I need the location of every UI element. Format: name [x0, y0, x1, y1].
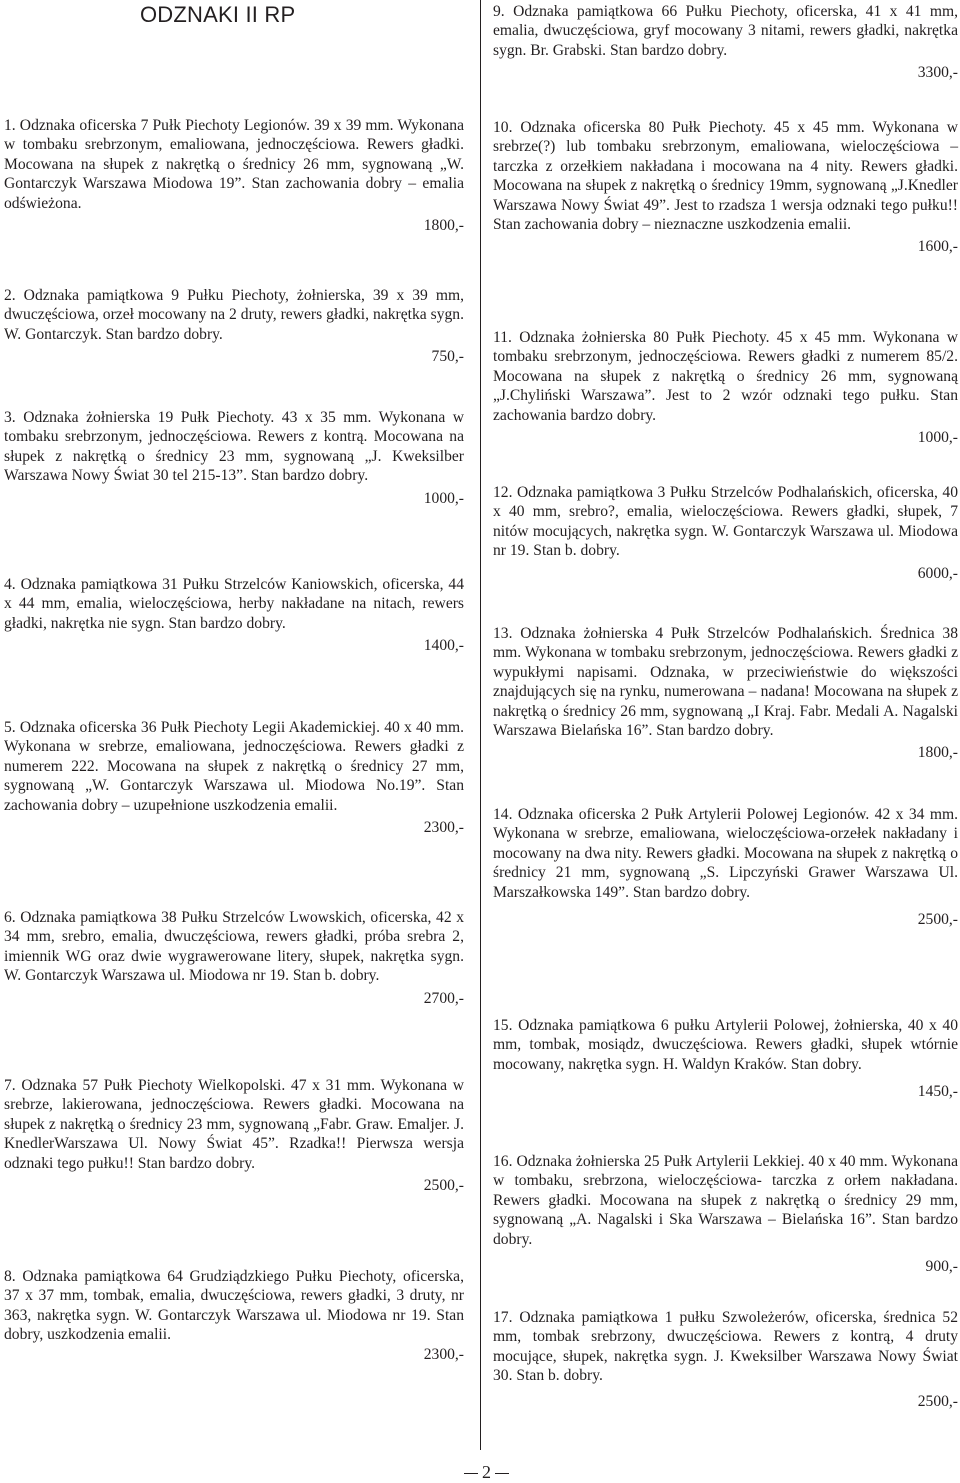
page-title: ODZNAKI II RP: [140, 2, 296, 27]
item-price: 900,-: [925, 1258, 958, 1276]
item-price: 1450,-: [917, 1083, 958, 1101]
item-price: 2500,-: [423, 1177, 464, 1195]
item-description: 2. Odznaka pamiątkowa 9 Pułku Piechoty, żołnierska, 39 x 39 mm, dwuczęściowa, orzeł mocowany na 2 druty, rewers gładki, nakrętka sygn. W. Gontarczyk. Stan bardzo dobry.: [4, 287, 464, 343]
item-description: 5. Odznaka oficerska 36 Pułk Piechoty Legii Akademickiej. 40 x 40 mm. Wykonana w srebrze, emaliowana, jednoczęściowa. Rewers gładki z numerem 222. Mocowana na słupek z nakrętką o średnicy 27 mm, sygnowaną „W. Gontarczyk Warszawa ul. Miodowa No.19”. Stan zachowania dobry – uzupełnione uszkodzenia emalii.: [4, 719, 464, 814]
item-description: 12. Odznaka pamiątkowa 3 Pułku Strzelców Podhalańskich, oficerska, 40 x 40 mm, srebro?, emalia, wieloczęściowa. Rewers gładki, słupek, 7 nitów mocujących, nakrętka sygn. W. Gontarczyk Warszawa ul. Miodowa nr 19. Stan b. dobry.: [493, 484, 958, 560]
catalog-item-16: [493, 1152, 958, 1276]
column-divider: [480, 0, 481, 1450]
catalog-item-11: [493, 328, 958, 447]
item-price: 2500,-: [917, 911, 958, 929]
item-description: 3. Odznaka żołnierska 19 Pułk Piechoty. 43 x 35 mm. Wykonana w tombaku srebrzonym, jednoczęściowa. Rewers z kontrą. Mocowana na słupek z nakrętką o średnicy 23 mm, sygnowaną „J. Kweksilber Warszawa Nowy Świat 30 tel 215-13”. Stan bardzo dobry.: [4, 409, 464, 485]
item-price: 750,-: [431, 348, 464, 366]
item-description: 4. Odznaka pamiątkowa 31 Pułku Strzelców Kaniowskich, oficerska, 44 x 44 mm, emalia, wieloczęściowa, herby nakładane na nitach, rewers gładki, nakrętka nie sygn. Stan bardzo dobry.: [4, 576, 464, 632]
item-description: 8. Odznaka pamiątkowa 64 Grudziądzkiego Pułku Piechoty, oficerska, 37 x 37 mm, tombak, emalia, dwuczęściowa, rewers gładki, 3 druty, nr 363, nakrętka sygn. W. Gontarczyk Warszawa ul. Miodowa nr 19. Stan dobry, uszkodzenia emalii.: [4, 1268, 464, 1344]
catalog-item-14: [493, 805, 958, 929]
catalog-item-9: [493, 2, 958, 83]
catalog-item-7: [4, 1076, 464, 1195]
catalog-item-5: [4, 718, 464, 837]
catalog-item-4: [4, 575, 464, 656]
item-description: 10. Odznaka oficerska 80 Pułk Piechoty. 45 x 45 mm. Wykonana w srebrze(?) lub tombaku srebrzonym, emaliowana, wieloczęściowa – tarczka z orzełkiem nakładana i mocowana na 4 nity. Rewers gładki. Mocowana na słupek z nakrętką o średnicy 19mm, sygnowaną „J.Knedler Warszawa Nowy Świat 49”. Jest to rzadsza 1 wersja odznaki tego pułku!! Stan zachowania dobry – nieznaczne uszkodzenia emalii.: [493, 119, 958, 234]
item-price: 1400,-: [423, 637, 464, 655]
item-description: 7. Odznaka 57 Pułk Piechoty Wielkopolski. 47 x 31 mm. Wykonana w srebrze, lakierowana, jednoczęściowa. Rewers gładki. Mocowana na słupek z nakrętką o średnicy 23 mm, sygnowaną „Fabr. Graw. Emaljer. J. KnedlerWarszawa Ul. Nowy Świat 45”. Rzadka!! Pierwsza wersja odznaki tego pułku!! Stan bardzo dobry.: [4, 1077, 464, 1172]
item-price: 1800,-: [917, 744, 958, 762]
item-description: 14. Odznaka oficerska 2 Pułk Artylerii Polowej Legionów. 42 x 34 mm. Wykonana w srebrze, emaliowana, wieloczęściowa-orzełek nakładany i mocowany na dwa nity. Rewers gładki. Mocowana na słupek z nakrętką o średnicy 21 mm, sygnowaną „S. Lipczyński Grawer Warszawa Ul. Marszałkowska 149”. Stan bardzo dobry.: [493, 806, 958, 901]
item-price: 2300,-: [423, 819, 464, 837]
item-price: 1800,-: [423, 217, 464, 235]
item-description: 6. Odznaka pamiątkowa 38 Pułku Strzelców Lwowskich, oficerska, 42 x 34 mm, srebro, emalia, dwuczęściowa, rewers gładki, próba srebra 2, imiennik WG oraz dwie wygrawerowane litery, słupek, nakrętka sygn. W. Gontarczyk Warszawa ul. Miodowa nr 19. Stan b. dobry.: [4, 909, 464, 985]
catalog-item-15: [493, 1016, 958, 1102]
item-price: 6000,-: [917, 564, 958, 582]
catalog-item-3: [4, 408, 464, 508]
item-description: 13. Odznaka żołnierska 4 Pułk Strzelców Podhalańskich. Średnica 38 mm. Wykonana w tombaku srebrzonym, jednoczęściowa. Rewers gładki z wypukłymi napisami. Odznaka, w przeciwieństwie do większości znajdujących się na rynku, numerowana – nadana! Mocowana na słupek z nakrętką o średnicy 26 mm, sygnowaną „I Kraj. Fabr. Medali A. Nagalski Warszawa Bielańska 16”. Stan bardzo dobry.: [493, 625, 958, 740]
item-price: 1000,-: [917, 429, 958, 447]
item-price: 2700,-: [423, 989, 464, 1007]
catalog-item-2: [4, 286, 464, 367]
item-description: 9. Odznaka pamiątkowa 66 Pułku Piechoty, oficerska, 41 x 41 mm, emalia, dwuczęściowa, gryf mocowany 3 nitami, rewers gładki, nakrętka sygn. Br. Grabski. Stan bardzo dobry.: [493, 3, 958, 59]
catalog-item-8: [4, 1267, 464, 1364]
item-description: 17. Odznaka pamiątkowa 1 pułku Szwoleżerów, oficerska, średnica 52 mm, tombak srebrzony, dwuczęściowa. Rewers z kontrą, 4 druty mocujące, słupek, nakrętka sygn. J. Kweksilber Warszawa Nowy Świat 30. Stan b. dobry.: [493, 1309, 958, 1385]
item-description: 11. Odznaka żołnierska 80 Pułk Piechoty. 45 x 45 mm. Wykonana w tombaku srebrzonym, jednoczęściowa. Rewers gładki z numerem 85/2. Mocowana na słupek z nakrętką o średnicy 26 mm, sygnowaną „J.Chyliński Warszawa”. Jest to 2 wzór odznaki tego pułku. Stan zachowania bardzo dobry.: [493, 329, 958, 424]
item-price: 1000,-: [423, 489, 464, 507]
item-description: 16. Odznaka żołnierska 25 Pułk Artylerii Lekkiej. 40 x 40 mm. Wykonana w tombaku, srebrzona, wieloczęściowa- tarczka z orłem nakładana. Rewers gładki. Mocowana na słupek z nakrętką o średnicy 29 mm, sygnowaną „A. Nagalski i Ska Warszawa – Bielańska 16”. Stan bardzo dobry.: [493, 1153, 958, 1248]
catalog-item-1: [4, 116, 464, 235]
item-price: 2300,-: [423, 1345, 464, 1363]
catalog-item-13: [493, 624, 958, 763]
item-price: 2500,-: [917, 1392, 958, 1410]
catalog-item-6: [4, 908, 464, 1008]
item-price: 3300,-: [917, 64, 958, 82]
item-description: 15. Odznaka pamiątkowa 6 pułku Artylerii Polowej, żołnierska, 40 x 40 mm, tombak, mosiądz, dwuczęściowa. Rewers gładki, słupek wtórnie mocowany, nakrętka sygn. H. Waldyn Kraków. Stan dobry.: [493, 1017, 958, 1073]
item-description: 1. Odznaka oficerska 7 Pułk Piechoty Legionów. 39 x 39 mm. Wykonana w tombaku srebrzonym, emaliowana, jednoczęściowa. Rewers gładki. Mocowana na słupek z nakrętką o średnicy 26 mm, sygnowaną „W. Gontarczyk Warszawa Miodowa 19”. Stan zachowania dobry – emalia odświeżona.: [4, 117, 464, 212]
page-footer: [460, 1462, 513, 1483]
catalog-item-12: [493, 483, 958, 583]
item-price: 1600,-: [917, 238, 958, 256]
catalog-item-17: [493, 1308, 958, 1411]
catalog-item-10: [493, 118, 958, 257]
page-number: 2: [482, 1462, 491, 1482]
footer-dash-left: [464, 1473, 478, 1474]
footer-dash-right: [495, 1473, 509, 1474]
